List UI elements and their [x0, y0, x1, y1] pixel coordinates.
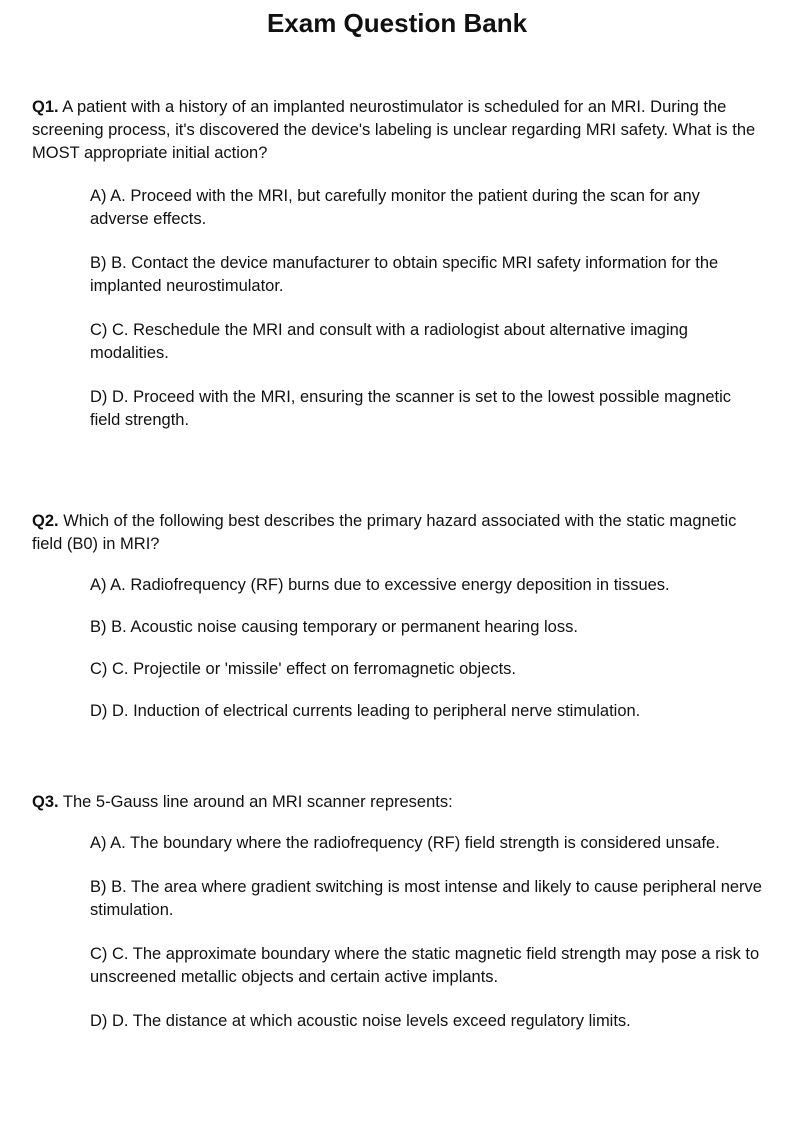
question-stem [32, 96, 762, 165]
answer-option-b: B) B. Acoustic noise causing temporary or permanent hearing loss. [90, 618, 578, 636]
answer-option-d: D) D. The distance at which acoustic noise levels exceed regulatory limits. [90, 1012, 631, 1030]
question-text: The 5-Gauss line around an MRI scanner represents: [62, 793, 453, 811]
answer-option-a: A) A. Proceed with the MRI, but carefully monitor the patient during the scan for any adverse effects. [90, 187, 700, 228]
answer-option-c: C) C. Reschedule the MRI and consult with a radiologist about alternative imaging modalities. [90, 321, 688, 362]
answer-option-a: A) A. Radiofrequency (RF) burns due to excessive energy deposition in tissues. [90, 576, 670, 594]
answer-option-c: C) C. Projectile or 'missile' effect on ferromagnetic objects. [90, 660, 516, 678]
answer-option-d: D) D. Induction of electrical currents leading to peripheral nerve stimulation. [90, 702, 641, 720]
answer-options [32, 185, 762, 432]
question-stem [32, 510, 762, 556]
question-text: Which of the following best describes the primary hazard associated with the static magnetic field (B0) in MRI? [32, 512, 737, 553]
answer-options [32, 574, 762, 723]
answer-option-c: C) C. The approximate boundary where the static magnetic field strength may pose a risk to unscreened metallic objects and certain active implants. [90, 945, 760, 986]
answer-option-b: B) B. The area where gradient switching is most intense and likely to cause peripheral nerve stimulation. [90, 878, 762, 919]
answer-option-a: A) A. The boundary where the radiofrequency (RF) field strength is considered unsafe. [90, 834, 720, 852]
question-block [32, 791, 762, 1054]
page-title: Exam Question Bank [266, 8, 528, 38]
question-block [32, 96, 762, 453]
answer-options [32, 832, 762, 1033]
answer-option-b: B) B. Contact the device manufacturer to obtain specific MRI safety information for the implanted neurostimulator. [90, 254, 719, 295]
question-text: A patient with a history of an implanted neurostimulator is scheduled for an MRI. During the screening process, it's discovered the device's labeling is unclear regarding MRI safety. What is the MOST appropriate initial action? [32, 98, 756, 162]
answer-option-d: D) D. Proceed with the MRI, ensuring the scanner is set to the lowest possible magnetic field strength. [90, 388, 732, 429]
question-number: Q1. [32, 98, 59, 116]
question-block [32, 510, 762, 742]
question-stem [32, 791, 762, 814]
question-number: Q3. [32, 793, 59, 811]
question-number: Q2. [32, 512, 59, 530]
